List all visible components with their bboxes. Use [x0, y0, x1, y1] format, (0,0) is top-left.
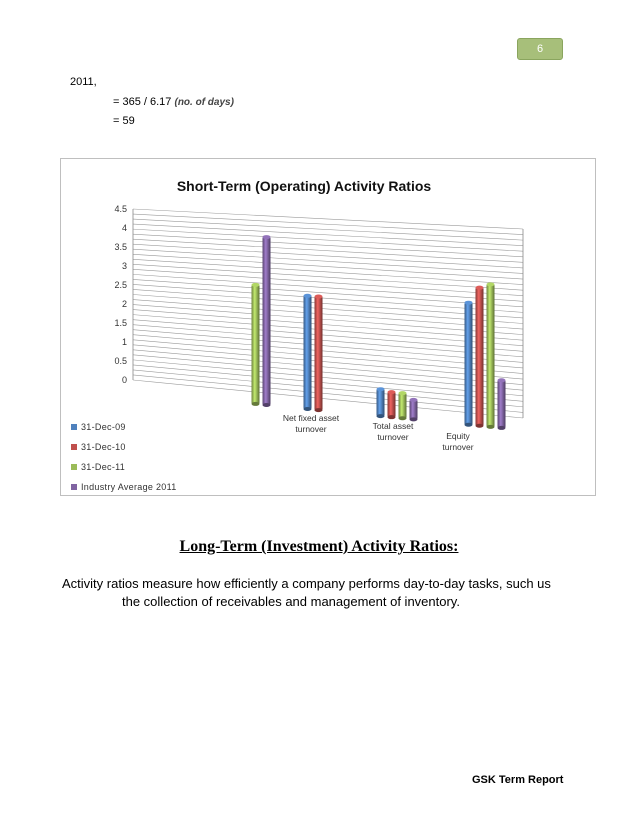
legend-item [71, 477, 177, 497]
calc-line-3: = 59 [113, 115, 135, 127]
chart-legend [71, 417, 177, 497]
legend-label: 31-Dec-10 [81, 442, 126, 452]
legend-swatch [71, 424, 77, 430]
bar [476, 288, 484, 426]
legend-label: Industry Average 2011 [81, 482, 177, 492]
y-tick-label: 1 [121, 337, 127, 347]
bar-cap [304, 294, 312, 298]
bar-cap [498, 378, 506, 382]
legend-swatch [71, 484, 77, 490]
legend-item [71, 437, 177, 457]
gridline [133, 219, 523, 240]
y-tick-label: 4 [121, 223, 127, 233]
bar-cap [252, 283, 260, 287]
bar-base [315, 408, 323, 412]
page-number-badge: 6 [517, 38, 563, 60]
bar [465, 303, 473, 425]
chart-title: Short-Term (Operating) Activity Ratios [176, 178, 432, 194]
y-tick-label: 2 [121, 299, 127, 309]
calc-note: (no. of days) [174, 97, 234, 108]
gridline [133, 209, 523, 229]
activity-ratios-chart [60, 158, 596, 496]
y-tick-label: 0.5 [114, 356, 127, 366]
bar [304, 296, 312, 409]
bar [388, 392, 396, 417]
y-tick-label: 1.5 [114, 318, 127, 328]
bar-cap [399, 391, 407, 395]
gridline [133, 269, 523, 295]
bar-base [487, 425, 495, 429]
calc-line-1: 2011, [70, 76, 97, 88]
bar-cap [263, 235, 271, 239]
paragraph-line-1: Activity ratios measure how efficiently a company performs day-to-day tasks, such us [62, 576, 551, 591]
bar-cap [465, 301, 473, 305]
paragraph-line-2: the collection of receivables and management of inventory. [122, 594, 460, 609]
bar [498, 380, 506, 428]
legend-swatch [71, 464, 77, 470]
bar-cap [410, 398, 418, 402]
gridline [133, 214, 523, 235]
x-category-label: turnover [442, 442, 474, 452]
bar [399, 393, 407, 418]
bar-base [476, 424, 484, 428]
footer-report-title: GSK Term Report [472, 774, 564, 786]
gridline [133, 254, 523, 279]
bar-cap [377, 387, 385, 391]
bar-cap [388, 390, 396, 394]
gridline [133, 279, 523, 306]
calc-line-2 [113, 96, 234, 108]
bar [410, 400, 418, 419]
x-category-label: turnover [295, 424, 327, 434]
legend-item [71, 417, 177, 437]
y-tick-label: 0 [121, 375, 127, 385]
bar [487, 284, 495, 426]
gridline [133, 264, 523, 290]
section-title: Long-Term (Investment) Activity Ratios: [179, 538, 459, 555]
y-tick-label: 4.5 [114, 204, 127, 214]
legend-label: 31-Dec-11 [81, 462, 126, 472]
bar [377, 389, 385, 416]
x-category-label: turnover [377, 432, 409, 442]
bar-cap [476, 286, 484, 290]
bar-cap [487, 282, 495, 286]
legend-label: 31-Dec-09 [81, 422, 126, 432]
bar-base [304, 407, 312, 411]
y-tick-label: 3.5 [114, 242, 127, 252]
legend-item [71, 457, 177, 477]
gridline [133, 274, 523, 301]
bar-base [399, 416, 407, 420]
bar-cap [315, 295, 323, 299]
body-paragraph [62, 575, 582, 611]
y-tick-label: 2.5 [114, 280, 127, 290]
bar-base [252, 402, 260, 406]
bar [315, 297, 323, 411]
x-category-label: Equity [446, 431, 470, 441]
bar-base [498, 426, 506, 430]
bar-base [465, 423, 473, 427]
gridline [133, 259, 523, 284]
calc-formula: = 365 / 6.17 [113, 96, 172, 108]
bar [252, 285, 260, 404]
bar-base [377, 414, 385, 418]
x-category-label: Total asset [372, 421, 414, 431]
gridline [133, 249, 523, 273]
x-category-label: Net fixed asset [282, 413, 340, 423]
gridline [133, 234, 523, 257]
y-tick-label: 3 [121, 261, 127, 271]
bar-base [388, 415, 396, 419]
bar [263, 237, 271, 405]
bar-base [263, 403, 271, 407]
legend-swatch [71, 444, 77, 450]
